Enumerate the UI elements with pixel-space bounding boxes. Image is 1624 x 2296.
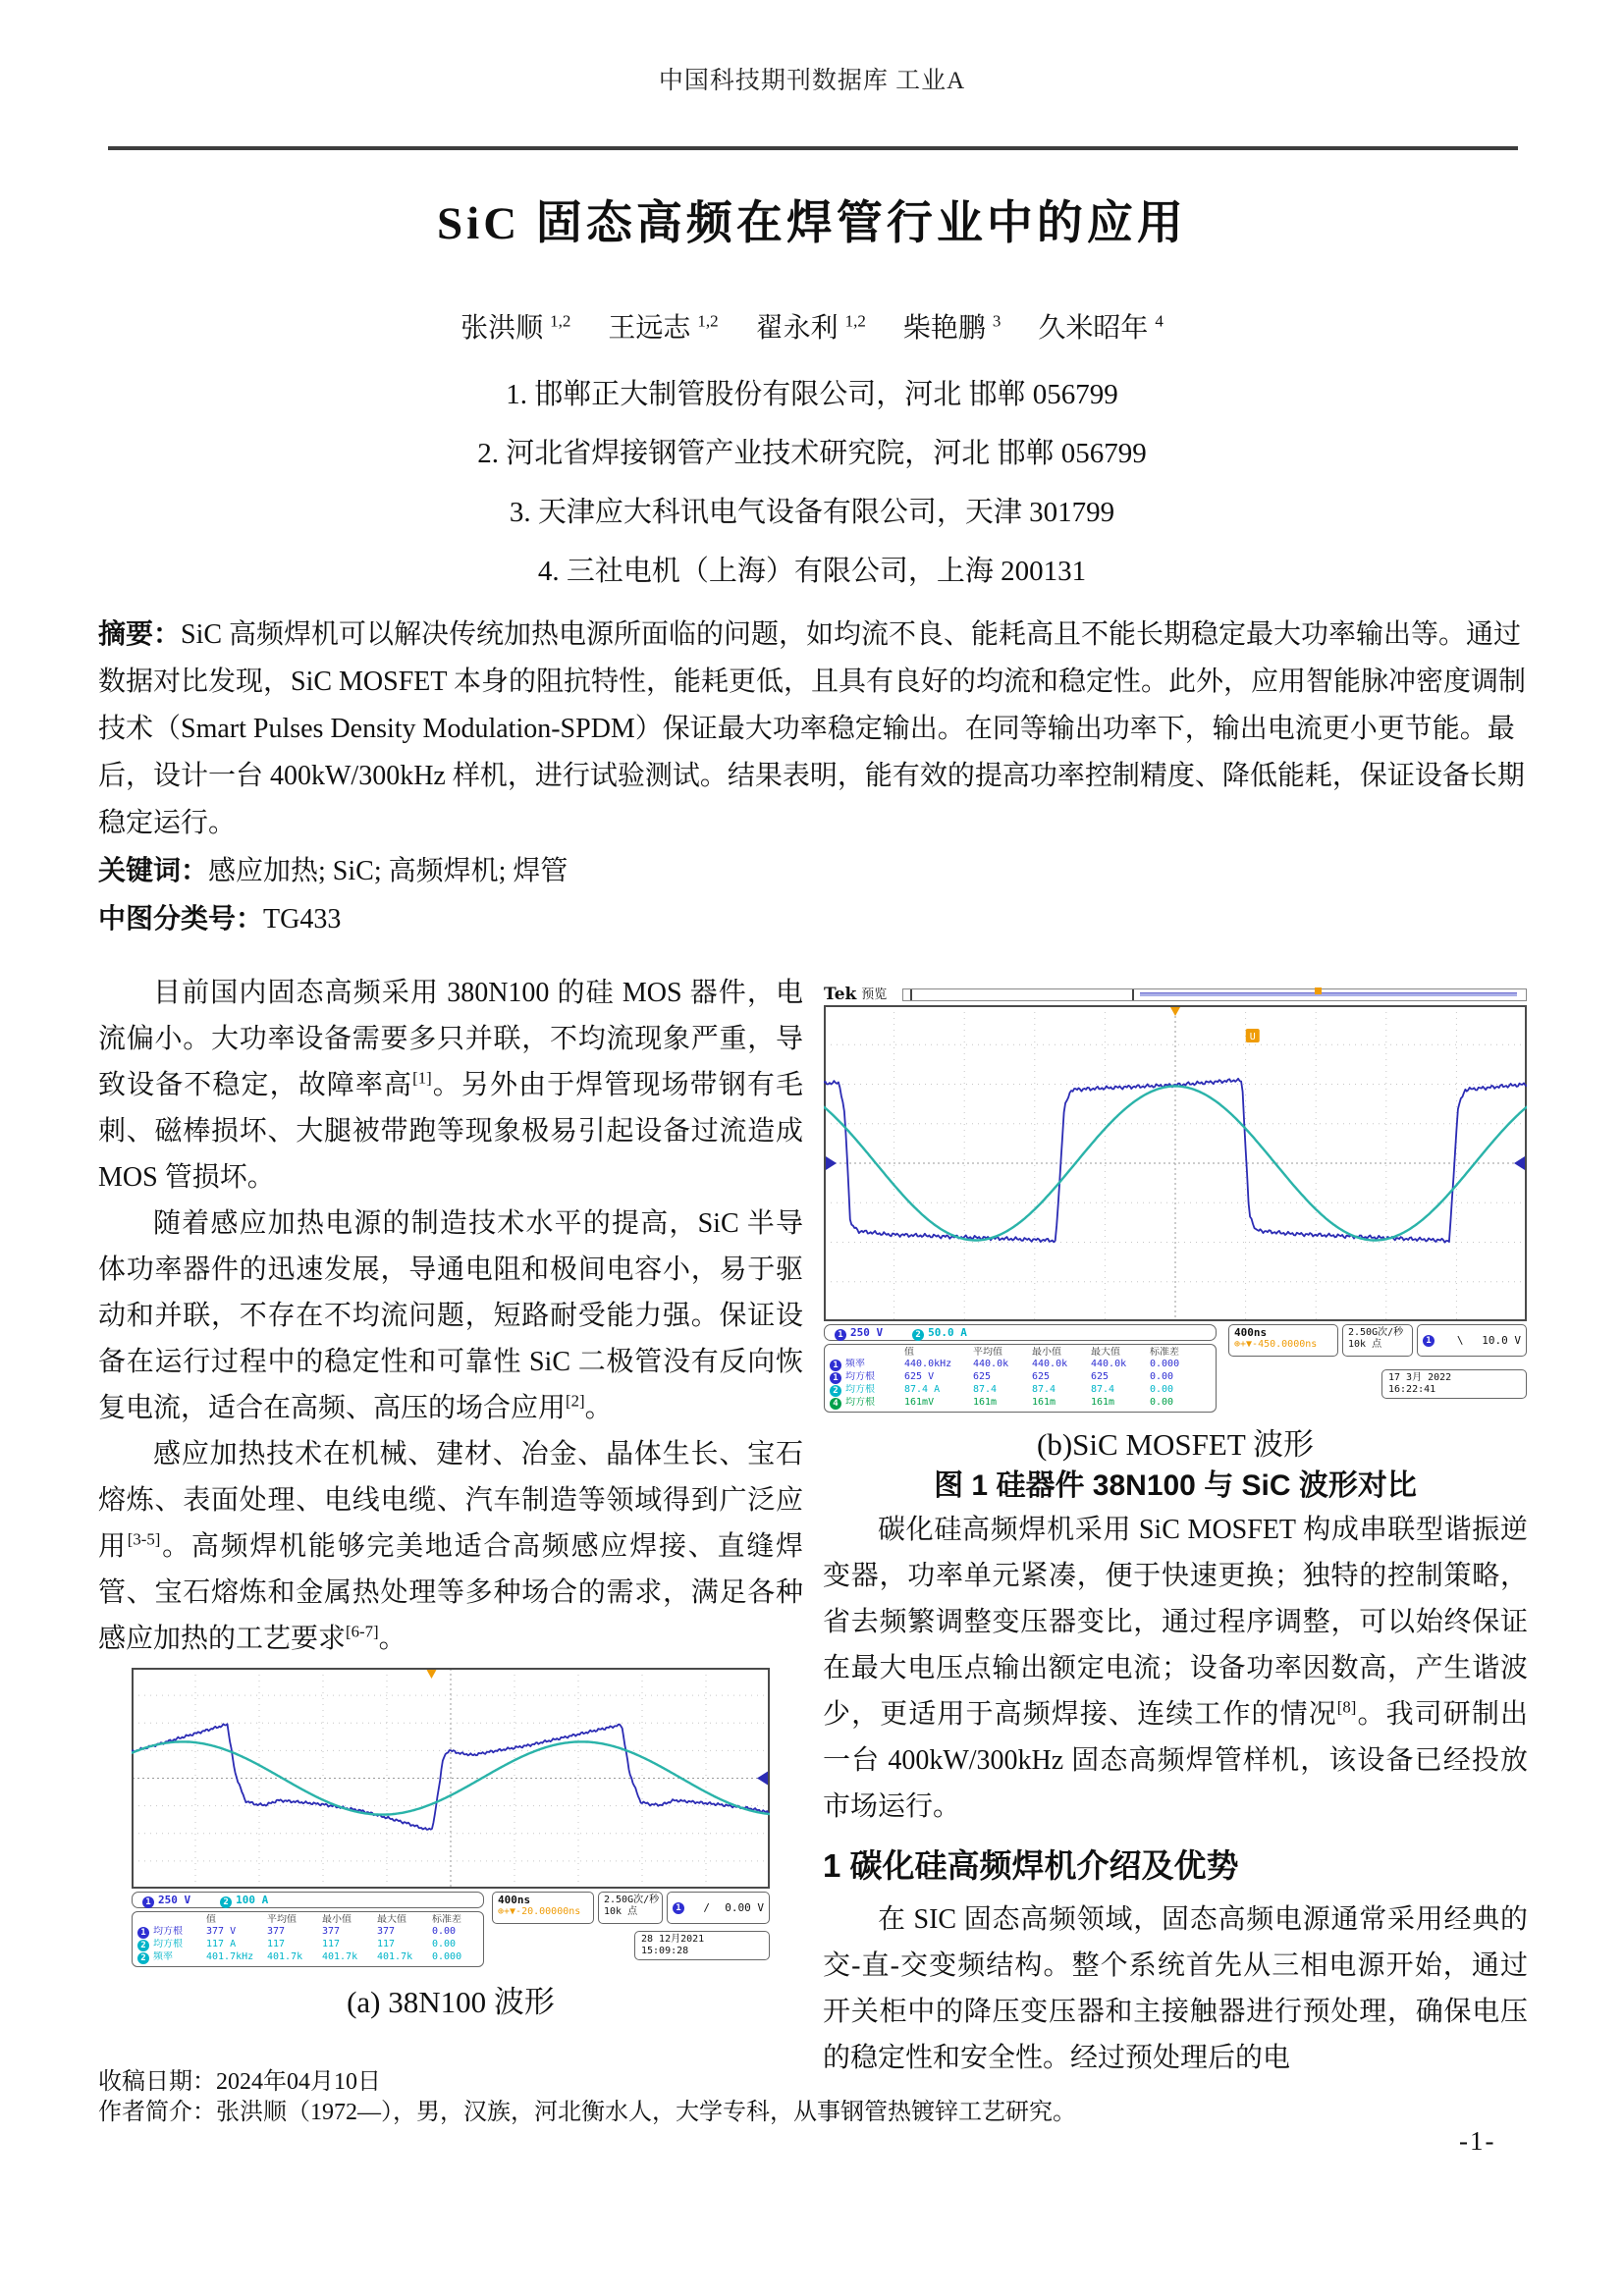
body-paragraph: 随着感应加热电源的制造技术水平的提高，SiC 半导体功率器件的迅速发展，导通电阻和极间电容小，易于驱动和并联，不存在不均流问题，短路耐受能力强。保证设备在运行过程中的稳定性和可靠性 SiC 二极管没有反向恢复电流，适合在高频、高压的场合应用[2]。 xyxy=(98,1208,803,1423)
author: 张洪顺 $^{1,2}$ xyxy=(460,311,571,344)
body-paragraph: 在 SIC 固态高频领域，固态高频电源通常采用经典的交-直-交变频结构。整个系统首先从三相电源开始，通过开关柜中的降压变压器和主接触器进行预处理，确保电压的稳定性和安全性。经过预处理后的电 xyxy=(823,1904,1528,2073)
citation-ref: [3-5] xyxy=(127,1529,161,1549)
table-cell: 87.4 xyxy=(973,1383,998,1395)
author: 柴艳鹏 $^3$ xyxy=(902,311,1001,344)
scope-a-trigger-box xyxy=(667,1892,770,1924)
channel-badge: 2 xyxy=(830,1385,841,1397)
table-cell: 117 A xyxy=(206,1938,237,1949)
citation-ref: [1] xyxy=(412,1068,432,1088)
record-length: 10k 点 xyxy=(1348,1339,1382,1350)
citation-ref: [8] xyxy=(1336,1697,1357,1717)
channel-badge: 2 xyxy=(220,1896,232,1908)
table-cell: 0.000 xyxy=(432,1950,462,1962)
measurement-label: 2 频率 xyxy=(137,1951,206,1964)
time-offset-value: ⊕+▼-20.00000ns xyxy=(498,1906,581,1917)
header-divider xyxy=(108,146,1518,150)
affiliation-line: 1. 邯郸正大制管股份有限公司，河北 邯郸 056799 xyxy=(506,379,1118,410)
table-cell: 161mV xyxy=(904,1396,935,1408)
channel-badge: 1 xyxy=(137,1927,149,1939)
scope-time: 15:09:28 xyxy=(641,1946,689,1956)
body-paragraph: 目前国内固态高频采用 380N100 的硅 MOS 器件，电流偏小。大功率设备需要多只并联，不均流现象严重，导致设备不稳定，故障率高[1]。另外由于焊管现场带钢有毛刺、磁棒损坏、大腿被带跑等现象极易引起设备过流造成 MOS 管损坏。 xyxy=(98,978,803,1193)
record-length: 10k 点 xyxy=(604,1906,638,1917)
table-cell: 161m xyxy=(1091,1396,1115,1408)
table-cell: 625 V xyxy=(904,1370,935,1382)
affiliation-line: 2. 河北省焊接钢管产业技术研究院，河北 邯郸 056799 xyxy=(477,438,1147,469)
figure-b-oscilloscope xyxy=(824,984,1527,1507)
measurement-row xyxy=(830,1359,1211,1371)
table-cell xyxy=(137,1914,206,1926)
table-cell: 161m xyxy=(1032,1396,1056,1408)
scope-b-plot xyxy=(824,1005,1527,1321)
author: 王远志 $^{1,2}$ xyxy=(608,311,719,344)
scope-a-timebase-box xyxy=(492,1892,594,1924)
scope-b-measurement-table xyxy=(824,1344,1217,1413)
scope-a-channel-bar xyxy=(132,1892,484,1908)
body-paragraph: 感应加热技术在机械、建材、冶金、晶体生长、宝石熔炼、表面处理、电线电缆、汽车制造等领域得到广泛应用[3-5]。高频焊机能够完美地适合高频感应焊接、直缝焊管、宝石熔炼和金属热处理等多种场合的需求，满足各种感应加热的工艺要求[6-7]。 xyxy=(98,1439,803,1654)
measurement-label: 1 均方根 xyxy=(137,1926,206,1939)
table-cell: 0.00 xyxy=(1150,1383,1174,1395)
table-cell: 377 xyxy=(267,1925,286,1937)
svg-text:U: U xyxy=(1249,1032,1256,1042)
table-cell: 625 xyxy=(1032,1370,1051,1382)
table-cell: 440.0k xyxy=(1032,1358,1068,1369)
table-cell: 最大值 xyxy=(1091,1347,1120,1358)
channel-badge: 1 xyxy=(142,1896,154,1908)
scope-waveform-svg xyxy=(132,1668,770,1889)
table-cell: 0.00 xyxy=(432,1938,457,1949)
measurement-label: 4 均方根 xyxy=(830,1397,904,1410)
channel-badge: 1 xyxy=(835,1329,846,1341)
measurement-label: 1 频率 xyxy=(830,1359,904,1371)
measurement-label: 2 均方根 xyxy=(137,1939,206,1951)
timebase-value: 400ns xyxy=(498,1894,531,1906)
scope-a-plot xyxy=(132,1668,770,1889)
table-cell: 最小值 xyxy=(1032,1347,1061,1358)
two-column-body xyxy=(98,970,1528,2073)
table-cell: 377 V xyxy=(206,1925,237,1937)
trigger-slope-icon: / xyxy=(703,1900,710,1914)
sample-rate: 2.50G次/秒 xyxy=(604,1895,660,1905)
scope-b-channel-bar xyxy=(824,1324,1217,1341)
table-cell: 401.7kHz xyxy=(206,1950,254,1962)
tek-logo: Tek xyxy=(824,984,857,1004)
body-paragraph: 碳化硅高频焊机采用 SiC MOSFET 构成串联型谐振逆变器，功率单元紧凑，便于快速更换；独特的控制策略，省去频繁调整变压器变比，通过程序调整，可以始终保证在最大电压点输出额定电流；设备功率因数高，产生谐波少，更适用于高频焊接、连续工作的情况[8]。我司研制出一台 400kW/300kHz 固态高频焊管样机，该设备已经投放市场运行。 xyxy=(823,1515,1528,1822)
trigger-slope-icon: \ xyxy=(1456,1333,1464,1347)
table-cell: 最小值 xyxy=(322,1914,352,1925)
table-cell: 0.000 xyxy=(1150,1358,1180,1369)
clc-line xyxy=(98,895,1528,943)
affiliations xyxy=(0,365,1624,601)
clc-label: 中图分类号： xyxy=(98,903,264,934)
measurement-label: 2 均方根 xyxy=(830,1384,904,1397)
scope-b-datetime-box xyxy=(1381,1369,1527,1399)
author-bio-line: 作者简介：张洪顺（1972—），男，汉族，河北衡水人，大学专科，从事钢管热镀锌工艺研究。 xyxy=(98,2100,1076,2125)
affiliation-line: 3. 天津应大科讯电气设备有限公司，天津 301799 xyxy=(509,497,1115,528)
affiliation-line: 4. 三社电机（上海）有限公司，上海 200131 xyxy=(537,556,1087,587)
table-cell: 401.7k xyxy=(322,1950,358,1962)
measurement-row xyxy=(137,1951,478,1964)
channel-badge: 2 xyxy=(912,1329,924,1341)
measurement-row xyxy=(830,1397,1211,1410)
table-cell: 0.00 xyxy=(1150,1396,1174,1408)
table-cell: 87.4 xyxy=(1091,1383,1115,1395)
overview-window-bracket xyxy=(910,989,1134,1000)
overview-waveform-line xyxy=(1140,992,1516,996)
channel-badge: 4 xyxy=(830,1398,841,1410)
overview-trigger-tick xyxy=(1315,988,1322,994)
table-header-row xyxy=(830,1347,1211,1359)
sample-rate: 2.50G次/秒 xyxy=(1348,1327,1404,1338)
abstract-paragraph xyxy=(98,611,1528,847)
table-cell: 值 xyxy=(206,1914,216,1925)
figure-1-caption: 图 1 硅器件 38N100 与 SiC 波形对比 xyxy=(934,1469,1417,1502)
measurement-label: 1 均方根 xyxy=(830,1371,904,1384)
table-cell xyxy=(830,1347,904,1359)
table-cell: 440.0k xyxy=(1091,1358,1127,1369)
table-cell: 0.00 xyxy=(432,1925,457,1937)
channel-scale-readout: 2 100 A xyxy=(220,1877,268,1923)
paper-title: SiC 固态高频在焊管行业中的应用 xyxy=(437,198,1187,249)
acquisition-overview-bar xyxy=(902,988,1527,1001)
table-cell: 401.7k xyxy=(377,1950,413,1962)
author: 久米昭年 $^4$ xyxy=(1038,311,1164,344)
table-cell: 161m xyxy=(973,1396,998,1408)
citation-ref: [6-7] xyxy=(346,1622,379,1641)
figure-b-caption: (b)SiC MOSFET 波形 xyxy=(1037,1427,1314,1462)
channel-scale-readout: 1 250 V xyxy=(142,1877,190,1923)
table-cell: 117 xyxy=(377,1938,396,1949)
section-1-heading: 1 碳化硅高频焊机介绍及优势 xyxy=(823,1847,1239,1884)
table-cell: 值 xyxy=(904,1347,914,1358)
scope-a-samplerate-box xyxy=(598,1892,663,1924)
measurement-row xyxy=(137,1926,478,1939)
table-cell: 平均值 xyxy=(267,1914,297,1925)
keywords-text: 感应加热; SiC; 高频焊机; 焊管 xyxy=(208,856,568,886)
left-paragraphs xyxy=(98,970,803,1662)
table-cell: 625 xyxy=(973,1370,992,1382)
table-cell: 117 xyxy=(267,1938,286,1949)
table-cell: 平均值 xyxy=(973,1347,1002,1358)
right-column xyxy=(823,970,1528,2081)
scope-b-trigger-box xyxy=(1417,1324,1527,1357)
table-header-row xyxy=(137,1914,478,1926)
table-cell: 440.0k xyxy=(973,1358,1009,1369)
keywords-line xyxy=(98,847,1528,895)
authors-line xyxy=(0,306,1624,346)
received-date-line: 收稿日期：2024年04月10日 xyxy=(98,2069,381,2095)
table-cell: 117 xyxy=(322,1938,341,1949)
table-cell: 0.00 xyxy=(1150,1370,1174,1382)
trigger-level: 10.0 V xyxy=(1482,1333,1521,1347)
trigger-channel-badge: 1 xyxy=(1423,1335,1435,1347)
scope-a-datetime-box xyxy=(634,1931,770,1960)
author: 翟永利 $^{1,2}$ xyxy=(755,311,866,344)
page-number: -1- xyxy=(1459,2126,1496,2156)
table-cell: 625 xyxy=(1091,1370,1110,1382)
time-offset-value: ⊕+▼-450.0000ns xyxy=(1234,1339,1318,1350)
timebase-value: 400ns xyxy=(1234,1326,1268,1339)
scope-time: 16:22:41 xyxy=(1388,1384,1436,1395)
footnote-block xyxy=(98,2067,1528,2128)
keywords-label: 关键词： xyxy=(98,855,209,885)
scope-b-samplerate-box xyxy=(1342,1324,1413,1357)
journal-header: 中国科技期刊数据库 工业A xyxy=(658,68,966,94)
table-cell: 标准差 xyxy=(432,1914,461,1925)
table-cell: 440.0kHz xyxy=(904,1358,952,1369)
trigger-level: 0.00 V xyxy=(725,1900,764,1914)
table-cell: 最大值 xyxy=(377,1914,406,1925)
channel-scale-readout: 2 50.0 A xyxy=(912,1309,967,1356)
tek-header-row xyxy=(824,984,1527,1005)
tek-preview-status: 预览 xyxy=(861,987,888,1002)
channel-badge: 1 xyxy=(830,1372,841,1384)
channel-badge: 1 xyxy=(830,1360,841,1371)
table-cell: 377 xyxy=(322,1925,341,1937)
scope-a-measurement-table xyxy=(132,1911,484,1967)
table-cell: 87.4 xyxy=(1032,1383,1056,1395)
figure-a-oscilloscope xyxy=(132,1668,770,2021)
channel-scale-readout: 1 250 V xyxy=(835,1309,883,1356)
channel-badge: 2 xyxy=(137,1952,149,1964)
scope-waveform-svg xyxy=(824,1005,1527,1321)
table-cell: 401.7k xyxy=(267,1950,303,1962)
scope-date: 17 3月 2022 xyxy=(1388,1372,1452,1383)
channel-badge: 2 xyxy=(137,1940,149,1951)
scope-b-readout-panel xyxy=(824,1324,1527,1418)
table-cell: 87.4 A xyxy=(904,1383,941,1395)
left-column xyxy=(98,970,803,2021)
table-cell: 标准差 xyxy=(1150,1347,1179,1358)
measurement-row xyxy=(137,1939,478,1951)
scope-a-readout-panel xyxy=(132,1892,770,1976)
trigger-channel-badge: 1 xyxy=(673,1902,684,1914)
figure-a-caption: (a) 38N100 波形 xyxy=(347,1985,555,2019)
clc-value: TG433 xyxy=(263,904,342,934)
citation-ref: [2] xyxy=(566,1391,585,1411)
abstract-text: SiC 高频焊机可以解决传统加热电源所面临的问题，如均流不良、能耗高且不能长期稳定最大功率输出等。通过数据对比发现，SiC MOSFET 本身的阻抗特性，能耗更低，且具有良好的均流和稳定性。此外，应用智能脉冲密度调制技术（Smart Pulses Density Modulation-SPDM）保证最大功率稳定输出。在同等输出功率下，输出电流更小更节能。最后，设计一台 400kW/300kHz 样机，进行试验测试。结果表明，能有效的提高功率控制精度、降低能耗，保证设备长期稳定运行。 xyxy=(98,619,1526,838)
measurement-row xyxy=(830,1384,1211,1397)
abstract-label: 摘要： xyxy=(98,618,182,649)
scope-date: 28 12月2021 xyxy=(641,1934,705,1945)
table-cell: 377 xyxy=(377,1925,396,1937)
abstract-block xyxy=(98,611,1528,943)
scope-b-timebase-box xyxy=(1228,1324,1338,1357)
measurement-row xyxy=(830,1371,1211,1384)
